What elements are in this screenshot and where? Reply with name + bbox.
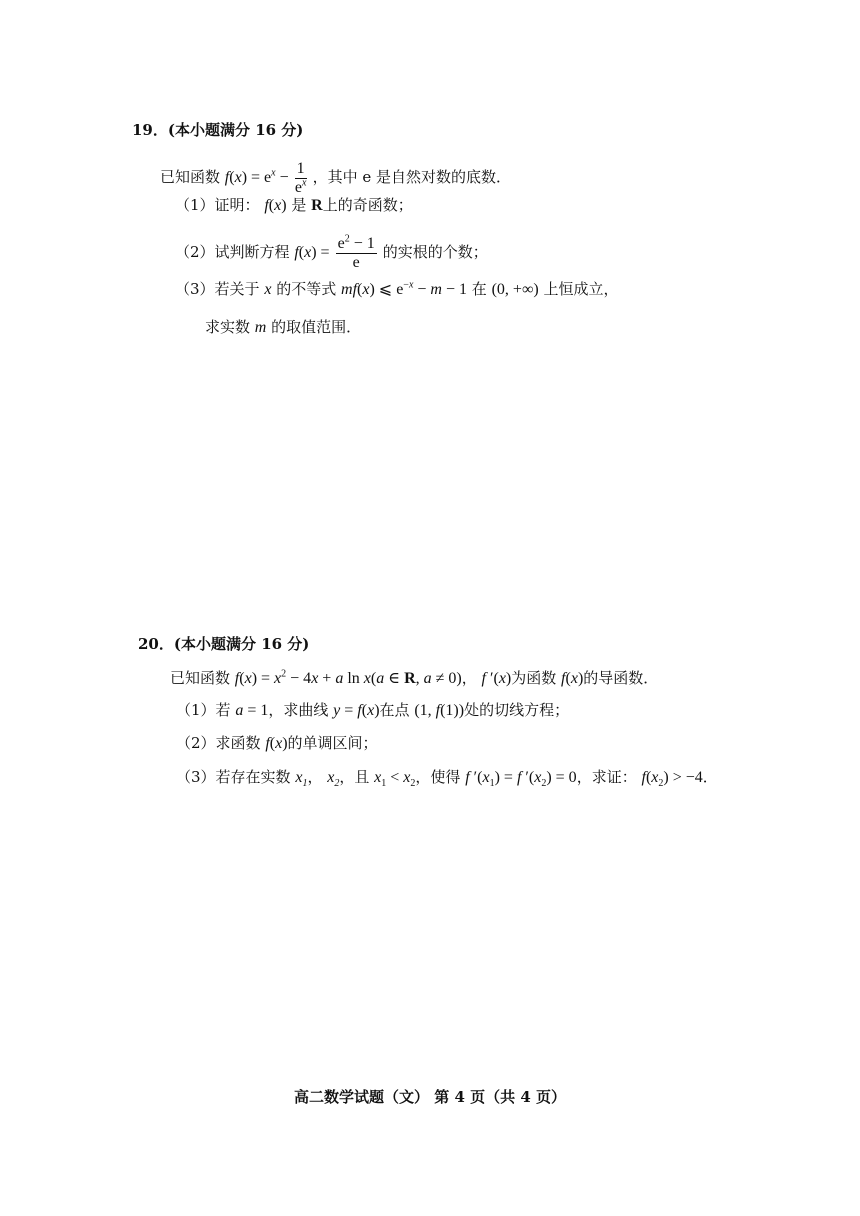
q19-part1-label: （1）证明： [175, 196, 260, 214]
q19-header: 19．(本小题满分 16 分) [132, 121, 304, 139]
q20-part2-label: （2）求函数 [176, 734, 261, 752]
q20-part3-c1: ， [307, 768, 323, 786]
q20-part2-post: 的单调区间； [287, 734, 378, 752]
q19-intro [160, 160, 511, 197]
q20-intro-text-pre: 已知函数 [170, 669, 231, 687]
q20-part1-mid: ，求曲线 [268, 701, 329, 719]
q20-part1-point: (1, f(1)) [414, 702, 465, 719]
q19-part2-equation: f(x) = $\frac{e^2 - 1}{e}$ [294, 233, 375, 271]
q19-part1-mid: 是 [291, 196, 307, 214]
q20-intro-mid: ， [461, 669, 477, 687]
q20-part3-x2: $x_2$ [327, 769, 340, 790]
q19-part3-mid2: 在 [471, 280, 487, 298]
q20-part3-post: ． [702, 768, 718, 786]
q19-part2 [175, 235, 488, 272]
q19-part3-label: （3）若关于 [175, 280, 260, 298]
q19-part3-var-x: x [264, 281, 272, 298]
q20-part3-c2: ，且 [339, 768, 370, 786]
q20-part3-label: （3）若存在实数 [176, 768, 291, 786]
q19-intro-text-post: ，其中 e 是自然对数的底数． [312, 168, 512, 187]
q19-function-definition: $f(x) = e^x$ − $\frac{1}{e^x}$ [224, 160, 307, 196]
q20-part3-critical: f $'(x_1) = f$ $'(x_2) = 0$ [465, 769, 577, 790]
q20-part3-order: $x_1 < x_2$ [374, 769, 416, 790]
page-footer: 高二数学试题（文） 第 4 页（共 4 页） [294, 1088, 566, 1106]
q20-part3-c3: ，使得 [415, 768, 461, 786]
q20-derivative-notation: f ′(x) [481, 670, 512, 687]
q20-intro-mid2: 为函数 [511, 669, 557, 687]
q19-part1-set: R [311, 197, 323, 214]
q19-part3b-var-m: m [254, 319, 267, 336]
q19-part1 [175, 195, 413, 216]
q20-part2-function: f(x) [265, 735, 288, 752]
q20-header: 20．(本小题满分 16 分) [138, 635, 310, 653]
q20-function-notation: f(x) [561, 670, 584, 687]
q19-part3-interval: (0, +∞) [491, 281, 539, 298]
q19-part1-post: 上的奇函数； [322, 196, 413, 214]
q19-part2-post: 的实根的个数； [382, 243, 488, 262]
q20-part1-post: 处的切线方程； [464, 701, 570, 719]
q20-part3-x1: $x_1$ [295, 769, 308, 790]
q20-function-definition: $f(x) = x^2 - 4x + a$ ln x(a ∈ R, a ≠ 0) [234, 668, 462, 687]
q20-intro-post: 的导函数． [583, 669, 659, 687]
q19-part3-post: 上恒成立， [543, 280, 619, 298]
q20-part1-curve: y = f(x) [333, 702, 380, 719]
q19-part3-cont [205, 317, 361, 338]
q20-part3-c4: ，求证： [576, 768, 637, 786]
q20-part1-mid2: 在点 [379, 701, 410, 719]
q19-part1-math: f(x) [264, 197, 287, 214]
q20-part1-condition: a = 1 [235, 702, 269, 719]
q20-part1-label: （1）若 [176, 701, 231, 719]
q19-part3-inequality: mf(x) ⩽ $e^{-x} - m - 1$ [341, 279, 468, 298]
q19-part3 [175, 279, 618, 300]
q20-part3 [176, 767, 718, 788]
q19-part3b-post: 的取值范围． [271, 318, 362, 336]
q20-part1 [176, 700, 569, 721]
q19-part3b-pre: 求实数 [205, 318, 251, 336]
q19-part3-mid1: 的不等式 [276, 280, 337, 298]
q20-part2 [176, 733, 378, 754]
q19-part2-label: （2）试判断方程 [175, 243, 290, 262]
q20-part3-claim: $f(x_2) > -4$ [641, 769, 703, 790]
q19-intro-text-pre: 已知函数 [160, 168, 221, 187]
q20-intro [170, 668, 658, 689]
